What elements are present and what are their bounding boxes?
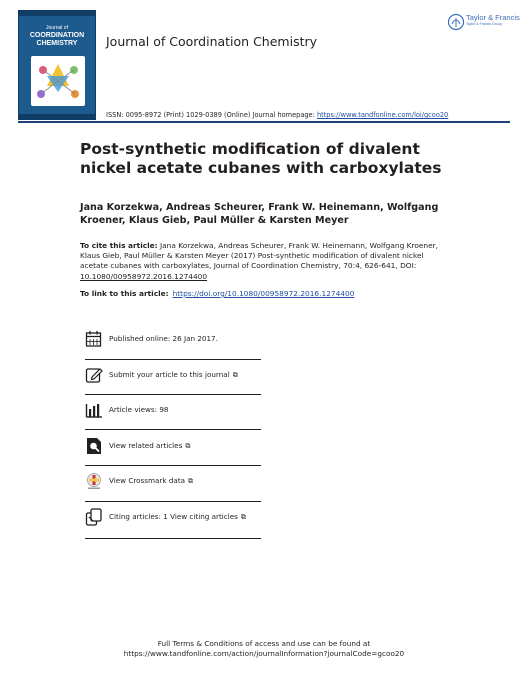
crossmark-link[interactable]: [109, 476, 193, 486]
external-link-icon: ⧉: [188, 477, 194, 485]
header-rule: [18, 121, 510, 123]
footer-terms-text: Full Terms & Conditions of access and use can be found at: [157, 639, 371, 648]
submit-article-label: Submit your article to this journal: [109, 370, 230, 379]
cover-molecule-icon: [31, 56, 85, 106]
citing-articles-item[interactable]: [85, 508, 261, 530]
cover-title-line1: COORDINATION: [29, 32, 85, 39]
footer: [0, 639, 528, 659]
published-online-item: [85, 330, 261, 352]
external-link-icon: ⧉: [240, 513, 246, 521]
list-divider: [85, 538, 261, 539]
article-views-item: [85, 401, 261, 423]
crossmark-item[interactable]: [85, 472, 261, 494]
article-title: Post-synthetic modification of divalent nickel acetate cubanes with carboxylates: [80, 140, 442, 177]
journal-homepage-link[interactable]: https://www.tandfonline.com/loi/gcoo20: [316, 111, 449, 119]
list-divider: [85, 501, 261, 502]
article-doi-link[interactable]: https://doi.org/10.1080/00958972.2016.1274400: [172, 289, 355, 298]
submit-article-item[interactable]: [85, 366, 261, 388]
crossmark-label: View Crossmark data: [109, 476, 186, 485]
issn-text: ISSN: 0095-8972 (Print) 1029-0389 (Online) Journal homepage:: [106, 111, 317, 119]
search-document-icon: [85, 437, 103, 455]
citing-articles-link[interactable]: [109, 512, 246, 522]
citing-articles-icon: [85, 508, 103, 526]
published-online-label: Published online: 26 Jan 2017.: [109, 334, 218, 343]
publisher-group: Taylor & Francis Group: [466, 22, 502, 26]
external-link-icon: ⧉: [185, 442, 191, 450]
citation-block: [80, 241, 452, 282]
edit-icon: [85, 366, 103, 384]
journal-cover-image: [18, 10, 96, 120]
cover-band-bottom: [19, 114, 95, 119]
bar-chart-icon: [85, 401, 103, 419]
cite-label: To cite this article:: [80, 241, 158, 250]
link-to-article: [80, 289, 354, 298]
article-views-label: Article views: 98: [109, 405, 169, 414]
list-divider: [85, 394, 261, 395]
crossmark-icon: [85, 472, 103, 490]
cover-title: [19, 32, 95, 47]
cover-band: [19, 11, 95, 16]
publisher-name: Taylor & Francis: [466, 13, 520, 22]
issn-line: [106, 111, 448, 119]
link-label: To link to this article:: [80, 289, 169, 298]
list-divider: [85, 359, 261, 360]
journal-name[interactable]: Journal of Coordination Chemistry: [106, 34, 318, 49]
cite-doi-link[interactable]: 10.1080/00958972.2016.1274400: [80, 271, 208, 281]
list-divider: [85, 465, 261, 466]
cover-title-small: Journal of: [46, 25, 68, 31]
citing-articles-label: Citing articles: 1 View citing articles: [109, 512, 238, 521]
calendar-icon: [85, 330, 103, 348]
cover-artwork: [31, 56, 85, 106]
related-articles-label: View related articles: [109, 441, 183, 450]
footer-terms-link[interactable]: https://www.tandfonline.com/action/journalInformation?journalCode=gcoo20: [123, 649, 405, 658]
list-divider: [85, 429, 261, 430]
cite-text: Jana Korzekwa, Andreas Scheurer, Frank W. Heinemann, Wolfgang Kroener, Klaus Gieb, Paul Müller & Karsten Meyer (2017) Post-synthetic modification of divalent nickel acetate cubanes with carboxylates, Journal of Coordination Chemistry, 70:4, 626-641, DOI:: [80, 241, 439, 271]
external-link-icon: ⧉: [232, 371, 238, 379]
article-authors: Jana Korzekwa, Andreas Scheurer, Frank W. Heinemann, Wolfgang Kroener, Klaus Gieb, Paul Müller & Karsten Meyer: [80, 202, 439, 226]
related-articles-link[interactable]: [109, 441, 190, 451]
submit-article-link[interactable]: [109, 370, 238, 380]
related-articles-item[interactable]: [85, 437, 261, 459]
cover-title-line2: CHEMISTRY: [36, 39, 78, 47]
